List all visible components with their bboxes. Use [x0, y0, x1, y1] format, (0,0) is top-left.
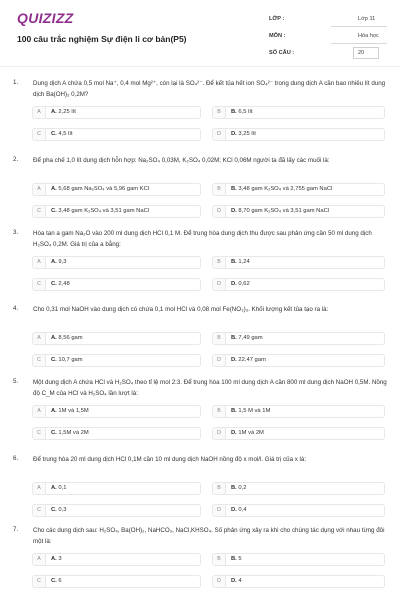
answer-option-d[interactable] — [212, 354, 385, 367]
option-text — [51, 208, 149, 214]
option-value: 1M và 2M — [238, 430, 264, 436]
question-number: 2. — [13, 156, 19, 163]
option-text — [231, 281, 250, 287]
option-letter: A. — [51, 335, 59, 341]
question-text: Để trung hòa 20 ml dung dịch HCl 0,1M cần 10 ml dung dịch NaOH nồng độ x mol/l. Giá trị của x là: — [33, 456, 307, 463]
answer-option-c[interactable] — [32, 128, 201, 141]
meta-value: Hóa học — [358, 33, 379, 39]
option-value: 6,5 lít — [238, 109, 253, 115]
option-badge: B — [213, 406, 226, 417]
option-text — [231, 186, 332, 192]
option-value: 1M và 1,5M — [58, 408, 89, 414]
question-number: 5. — [13, 378, 19, 385]
option-text — [51, 578, 62, 584]
question-text: Hòa tan a gam Na₂O vào 200 ml dung dịch HCl 0,1 M. Để trung hòa dung dịch thu được sau phản ứng cần 50 ml dung dịch H₂SO₄ 0,2M. Giá trị của a bằng: — [33, 230, 372, 248]
option-badge: A — [33, 184, 46, 195]
option-letter: B. — [231, 186, 239, 192]
question-text: Dung dịch A chứa 0,5 mol Na⁺, 0,4 mol Mg²⁺, còn lại là SO₄²⁻. Để kết tủa hết ion SO₄²⁻ trong dung dịch A cần bao nhiêu lít dung dịch Ba(OH)₂ 0,2M? — [33, 80, 386, 98]
option-badge: D — [213, 279, 226, 290]
option-value: 9,3 — [58, 259, 67, 265]
option-text — [231, 430, 264, 436]
option-letter: B. — [231, 259, 239, 265]
page-title: 100 câu trắc nghiệm Sự điện li cơ bản(P5) — [17, 34, 187, 44]
option-badge: C — [33, 129, 46, 140]
option-letter: A. — [51, 109, 59, 115]
option-value: 8,56 gam — [58, 335, 83, 341]
option-letter: D. — [231, 357, 239, 363]
option-text — [231, 208, 329, 214]
answer-option-b[interactable] — [212, 106, 385, 119]
answer-option-c[interactable] — [32, 205, 201, 218]
header-divider — [0, 66, 400, 67]
answer-option-c[interactable] — [32, 427, 201, 440]
option-letter: C. — [51, 357, 59, 363]
option-badge: A — [33, 483, 46, 494]
option-text — [51, 109, 76, 115]
option-text — [51, 408, 89, 414]
option-value: 3,48 gam K₂SO₄ và 3,51 gam NaCl — [58, 208, 150, 214]
option-text — [231, 131, 256, 137]
option-value: 8,70 gam K₂SO₄ và 3,51 gam NaCl — [238, 208, 330, 214]
option-text — [51, 556, 62, 562]
option-value: 0,2 — [238, 485, 247, 491]
option-value: 0,3 — [58, 507, 67, 513]
option-text — [51, 186, 149, 192]
option-badge: C — [33, 355, 46, 366]
answer-option-a[interactable] — [32, 482, 201, 495]
answer-option-c[interactable] — [32, 278, 201, 291]
option-letter: A. — [51, 186, 59, 192]
option-badge: A — [33, 406, 46, 417]
answer-option-b[interactable] — [212, 482, 385, 495]
meta-underline — [331, 43, 387, 44]
meta-label: SỐ CÂU : — [269, 50, 295, 56]
option-text — [231, 578, 242, 584]
option-text — [231, 109, 253, 115]
option-badge: D — [213, 576, 226, 587]
quizizz-logo: QUIZIZZ — [17, 10, 74, 26]
option-text — [231, 357, 266, 363]
option-value: 3 — [58, 556, 62, 562]
option-value: 5,68 gam Na₂SO₄ và 5,96 gam KCl — [58, 186, 150, 192]
option-value: 0,62 — [238, 281, 250, 287]
meta-label: MÔN : — [269, 33, 286, 39]
meta-row-subject — [269, 30, 387, 44]
option-badge: B — [213, 333, 226, 344]
option-value: 3,48 gam K₂SO₄ và 2,755 gam NaCl — [238, 186, 333, 192]
option-badge: A — [33, 333, 46, 344]
option-value: 2,25 lít — [58, 109, 76, 115]
answer-option-b[interactable] — [212, 405, 385, 418]
option-badge: A — [33, 554, 46, 565]
option-letter: D. — [231, 131, 239, 137]
option-value: 4 — [238, 578, 242, 584]
meta-info — [269, 13, 387, 64]
answer-option-a[interactable] — [32, 183, 201, 196]
option-value: 22,47 gam — [238, 357, 266, 363]
option-badge: C — [33, 206, 46, 217]
option-letter: D. — [231, 208, 239, 214]
answer-option-a[interactable] — [32, 332, 201, 345]
option-text — [51, 259, 66, 265]
option-letter: D. — [231, 281, 239, 287]
option-letter: D. — [231, 507, 239, 513]
option-text — [51, 281, 70, 287]
option-letter: A. — [51, 485, 59, 491]
option-badge: A — [33, 107, 46, 118]
meta-value-box — [353, 47, 379, 59]
option-letter: D. — [231, 578, 239, 584]
option-value: 3,25 lít — [238, 131, 256, 137]
option-letter: C. — [51, 208, 59, 214]
option-value: 1,5M và 2M — [58, 430, 89, 436]
option-letter: C. — [51, 131, 59, 137]
option-text — [231, 556, 242, 562]
option-badge: B — [213, 184, 226, 195]
meta-label: LỚP : — [269, 16, 285, 22]
option-text — [231, 507, 246, 513]
meta-value: Lớp 11 — [358, 16, 376, 22]
meta-row-class — [269, 13, 387, 27]
option-badge: B — [213, 483, 226, 494]
option-text — [51, 507, 66, 513]
answer-option-a[interactable] — [32, 256, 201, 269]
option-badge: A — [33, 257, 46, 268]
answer-option-c[interactable] — [32, 354, 201, 367]
answer-option-d[interactable] — [212, 278, 385, 291]
option-letter: B. — [231, 485, 239, 491]
question-text: Cho 0,31 mol NaOH vào dung dịch có chứa 0,1 mol HCl và 0,08 mol Fe(NO₃)₃. Khối lượng kết tủa tạo ra là: — [33, 306, 329, 313]
answer-option-d[interactable] — [212, 205, 385, 218]
question-number: 6. — [13, 455, 19, 462]
option-letter: C. — [51, 281, 59, 287]
question-text: Cho các dung dịch sau: H₂SO₄, Ba(OH)₂, NaHCO₃, NaCl,KHSO₄. Số phản ứng xảy ra khi cho chúng tác dụng với nhau từng đôi một là: — [33, 527, 385, 545]
option-value: 10,7 gam — [58, 357, 83, 363]
option-badge: D — [213, 505, 226, 516]
option-value: 4,5 lít — [58, 131, 73, 137]
answer-option-d[interactable] — [212, 575, 385, 588]
answer-option-b[interactable] — [212, 183, 385, 196]
option-badge: C — [33, 428, 46, 439]
answer-option-a[interactable] — [32, 553, 201, 566]
option-value: 0,1 — [58, 485, 67, 491]
option-badge: D — [213, 129, 226, 140]
option-value: 1,24 — [238, 259, 250, 265]
option-text — [51, 485, 66, 491]
answer-option-a[interactable] — [32, 405, 201, 418]
answer-option-b[interactable] — [212, 256, 385, 269]
meta-row-count — [269, 47, 387, 61]
option-badge: B — [213, 257, 226, 268]
answer-option-d[interactable] — [212, 427, 385, 440]
option-badge: D — [213, 428, 226, 439]
option-text — [51, 430, 89, 436]
question-number: 4. — [13, 305, 19, 312]
option-text — [51, 357, 83, 363]
option-letter: C. — [51, 430, 59, 436]
option-letter: C. — [51, 578, 59, 584]
meta-underline — [331, 26, 387, 27]
option-letter: D. — [231, 430, 239, 436]
answer-option-c[interactable] — [32, 575, 201, 588]
option-badge: C — [33, 576, 46, 587]
option-badge: D — [213, 206, 226, 217]
question-number: 3. — [13, 229, 19, 236]
option-text — [231, 485, 246, 491]
answer-option-d[interactable] — [212, 128, 385, 141]
option-badge: B — [213, 107, 226, 118]
option-letter: B. — [231, 109, 239, 115]
option-text — [231, 335, 263, 341]
option-letter: A. — [51, 408, 59, 414]
option-letter: B. — [231, 335, 239, 341]
question-number: 7. — [13, 526, 19, 533]
option-value: 2,48 — [58, 281, 70, 287]
option-value: 7,49 gam — [238, 335, 263, 341]
option-letter: A. — [51, 556, 59, 562]
option-value: 1,5 M và 1M — [238, 408, 271, 414]
question-text: Một dung dịch A chứa HCl và H₂SO₄ theo tỉ lệ mol 2:3. Để trung hòa 100 ml dung dịch A cần 800 ml dung dịch NaOH 0,5M. Nồng độ C_M của HCl và H₂SO₄ lần lượt là: — [33, 379, 387, 397]
answer-option-c[interactable] — [32, 504, 201, 517]
option-text — [231, 259, 250, 265]
meta-value: 20 — [358, 50, 365, 56]
option-badge: D — [213, 355, 226, 366]
answer-option-b[interactable] — [212, 553, 385, 566]
question-number: 1. — [13, 79, 19, 86]
option-letter: A. — [51, 259, 59, 265]
option-badge: C — [33, 505, 46, 516]
option-text — [51, 131, 73, 137]
option-badge: B — [213, 554, 226, 565]
answer-option-a[interactable] — [32, 106, 201, 119]
option-text — [231, 408, 270, 414]
option-text — [51, 335, 83, 341]
option-letter: B. — [231, 408, 239, 414]
answer-option-b[interactable] — [212, 332, 385, 345]
option-value: 5 — [238, 556, 242, 562]
option-letter: B. — [231, 556, 239, 562]
option-value: 6 — [58, 578, 62, 584]
option-letter: C. — [51, 507, 59, 513]
document-header — [0, 0, 400, 66]
question-text: Để pha chế 1,0 lít dung dịch hỗn hợp: Na₂SO₄ 0,03M, K₂SO₄ 0,02M; KCl 0,06M người ta đã lấy các muối là: — [33, 157, 330, 164]
answer-option-d[interactable] — [212, 504, 385, 517]
option-value: 0,4 — [238, 507, 247, 513]
option-badge: C — [33, 279, 46, 290]
